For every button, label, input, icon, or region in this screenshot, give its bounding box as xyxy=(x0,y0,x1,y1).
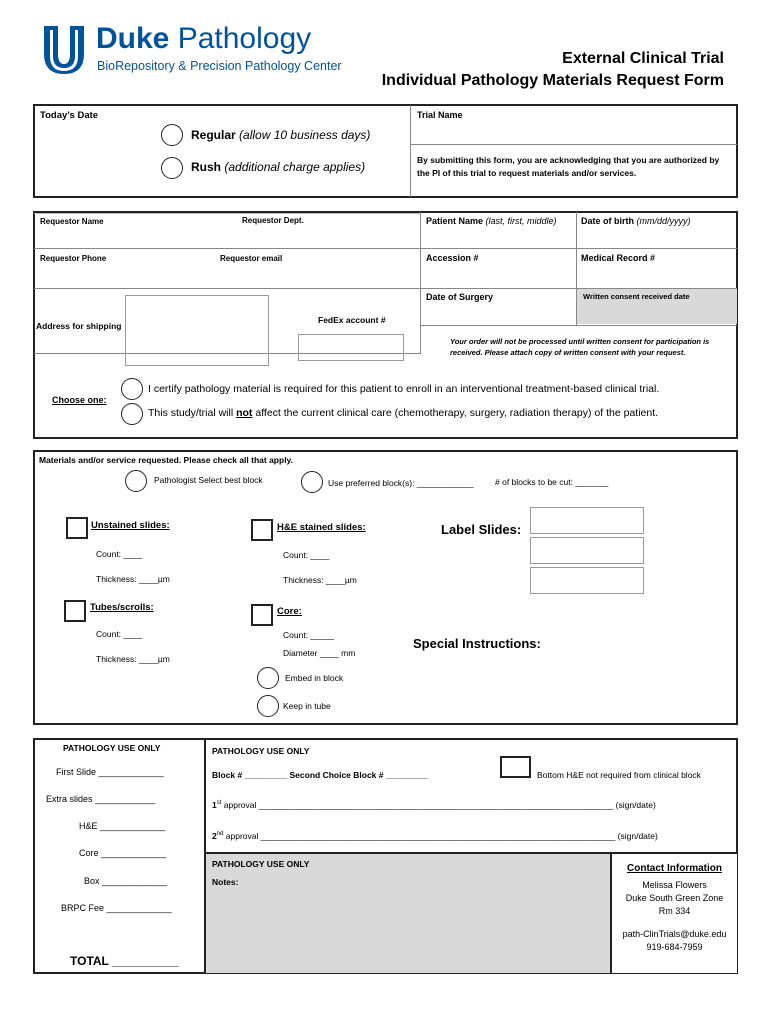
rush-radio[interactable] xyxy=(161,157,183,179)
fedex-label: FedEx account # xyxy=(318,315,386,325)
choice2-label xyxy=(148,407,658,419)
logo-title xyxy=(96,22,311,56)
rush-label: Rush xyxy=(191,160,221,174)
duke-logo-icon xyxy=(40,24,88,76)
todays-date-label: Today’s Date xyxy=(40,110,99,121)
keep-tube-radio[interactable] xyxy=(257,695,279,717)
approval1-sup: st xyxy=(216,800,222,807)
choice1-label: I certify pathology material is required for this patient to enroll in an interventional treatment-based clinical trial. xyxy=(148,383,660,395)
core-diameter: Diameter ____ mm xyxy=(283,648,356,658)
form-title-line2: Individual Pathology Materials Request Form xyxy=(381,72,724,89)
requestor-name-label: Requestor Name xyxy=(40,217,104,226)
tubes-checkbox[interactable] xyxy=(64,600,86,622)
logo-light: Pathology xyxy=(177,22,312,55)
contact-location: Duke South Green Zone xyxy=(625,893,724,903)
dob-field xyxy=(581,216,691,226)
path-use-right-title: PATHOLOGY USE ONLY xyxy=(212,746,310,756)
regular-radio[interactable] xyxy=(161,124,183,146)
rush-option xyxy=(191,160,365,174)
address-input[interactable] xyxy=(125,295,269,366)
patient-name-label: Patient Name xyxy=(426,216,484,226)
dob-label: Date of birth xyxy=(581,216,634,226)
top-section xyxy=(33,104,738,198)
he-field: H&E _____________ xyxy=(79,821,166,831)
logo-subtitle: BioRepository & Precision Pathology Center xyxy=(97,59,342,73)
label-slide-input-2[interactable] xyxy=(530,537,644,564)
notes-label: Notes: xyxy=(212,877,239,887)
total-field: TOTAL __________ xyxy=(70,954,179,968)
tubes-count: Count: ____ xyxy=(96,629,143,639)
block-num-field: Block # _________ Second Choice Block # _________ xyxy=(212,770,429,780)
consent-note-line1: Your order will not be processed until written consent for participation is xyxy=(450,337,710,346)
use-preferred-radio[interactable] xyxy=(301,471,323,493)
date-of-surgery-label: Date of Surgery xyxy=(426,292,494,302)
bottom-he-checkbox[interactable] xyxy=(500,756,531,778)
embed-label: Embed in block xyxy=(285,673,344,683)
trial-name-label: Trial Name xyxy=(417,110,463,120)
approval2-num: 2 xyxy=(212,831,217,841)
brpc-fee-field: BRPC Fee _____________ xyxy=(61,903,172,913)
choice2-post: affect the current clinical care (chemotherapy, surgery, radiation therapy) of the patient. xyxy=(252,407,659,419)
contact-title: Contact Information xyxy=(627,863,722,874)
unstained-count: Count: ____ xyxy=(96,549,143,559)
ack-text-line1: By submitting this form, you are acknowledging that you are authorized by xyxy=(417,155,720,165)
choice2-radio[interactable] xyxy=(121,403,143,425)
he-stained-checkbox[interactable] xyxy=(251,519,273,541)
blocks-to-cut-label: # of blocks to be cut: _______ xyxy=(495,477,609,487)
ack-text-line2: the PI of this trial to request materials and/or services. xyxy=(417,168,637,178)
accession-label: Accession # xyxy=(426,253,479,263)
core-label: Core: xyxy=(277,606,302,617)
he-thickness: Thickness: ____µm xyxy=(283,575,357,585)
tubes-thickness: Thickness: ____µm xyxy=(96,654,170,664)
embed-radio[interactable] xyxy=(257,667,279,689)
written-consent-label: Written consent received date xyxy=(583,292,690,301)
contact-email[interactable]: path-ClinTrials@duke.edu xyxy=(622,929,727,939)
path-use-left-title: PATHOLOGY USE ONLY xyxy=(63,743,161,753)
box-field: Box _____________ xyxy=(84,876,168,886)
medical-record-label: Medical Record # xyxy=(581,253,656,263)
tubes-label: Tubes/scrolls: xyxy=(90,602,154,613)
dob-hint: (mm/dd/yyyy) xyxy=(636,216,691,226)
approval2-text: approval ___________________________________________________________________________ (sign/date) xyxy=(223,831,658,841)
regular-note: (allow 10 business days) xyxy=(239,128,371,142)
label-slides-label: Label Slides: xyxy=(441,522,522,537)
contact-room: Rm 334 xyxy=(658,906,691,916)
patient-name-field xyxy=(426,216,557,226)
extra-slides-field: Extra slides ____________ xyxy=(46,794,156,804)
label-slide-input-3[interactable] xyxy=(530,567,644,594)
label-slide-input-1[interactable] xyxy=(530,507,644,534)
approval2-sup: nd xyxy=(216,831,224,838)
requestor-email-label: Requestor email xyxy=(220,254,283,263)
unstained-checkbox[interactable] xyxy=(66,517,88,539)
unstained-label: Unstained slides: xyxy=(91,520,170,531)
approval1-field xyxy=(212,800,656,810)
address-label: Address for shipping xyxy=(36,321,122,331)
consent-note-line2: received. Please attach copy of written consent with your request. xyxy=(450,348,686,357)
he-count: Count: ____ xyxy=(283,550,330,560)
unstained-thickness: Thickness: ____µm xyxy=(96,574,170,584)
form-title-line1: External Clinical Trial xyxy=(562,50,724,67)
core-checkbox[interactable] xyxy=(251,604,273,626)
regular-option xyxy=(191,128,370,142)
pathologist-select-radio[interactable] xyxy=(125,470,147,492)
notes-title: PATHOLOGY USE ONLY xyxy=(212,859,310,869)
special-instructions-label: Special Instructions: xyxy=(413,636,541,651)
keep-tube-label: Keep in tube xyxy=(283,701,331,711)
choice2-not: not xyxy=(236,407,253,419)
first-slide-field: First Slide _____________ xyxy=(56,767,164,777)
choice2-pre: This study/trial will xyxy=(148,407,237,419)
use-preferred-label: Use preferred block(s): ____________ xyxy=(328,478,474,488)
he-stained-label: H&E stained slides: xyxy=(277,522,366,533)
rush-note: (additional charge applies) xyxy=(224,160,366,174)
core-field: Core _____________ xyxy=(79,848,167,858)
regular-label: Regular xyxy=(191,128,236,142)
pathologist-select-label: Pathologist Select best block xyxy=(154,475,263,485)
logo-bold: Duke xyxy=(96,22,170,55)
requestor-phone-label: Requestor Phone xyxy=(40,254,107,263)
approval1-num: 1 xyxy=(212,800,217,810)
approval1-text: approval ___________________________________________________________________________ (sign/date) xyxy=(221,800,656,810)
contact-name: Melissa Flowers xyxy=(642,880,707,890)
patient-name-hint: (last, first, middle) xyxy=(485,216,557,226)
requestor-dept-label: Requestor Dept. xyxy=(242,216,304,225)
choice1-radio[interactable] xyxy=(121,378,143,400)
bottom-he-label: Bottom H&E not required from clinical block xyxy=(537,770,701,780)
choose-one-label: Choose one: xyxy=(52,395,107,405)
approval2-field xyxy=(212,831,658,841)
core-count: Count: _____ xyxy=(283,630,335,640)
contact-phone: 919-684-7959 xyxy=(646,942,703,952)
materials-header: Materials and/or service requested. Please check all that apply. xyxy=(39,455,294,465)
fedex-input[interactable] xyxy=(298,334,404,361)
